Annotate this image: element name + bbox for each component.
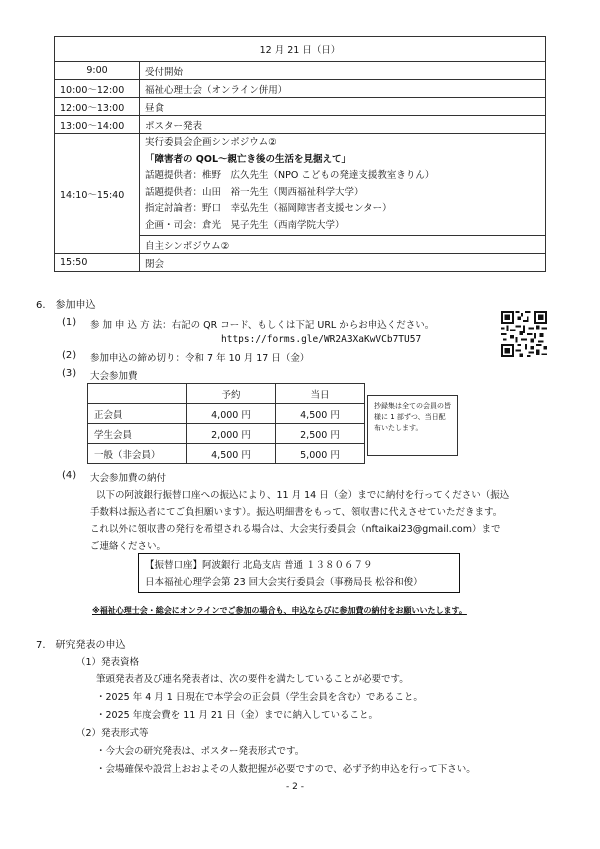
eligibility-intro: 筆頭発表者及び連名発表者は、次の要件を満たしていることが必要です。: [96, 674, 409, 685]
eligibility-item: ・2025 年度会費を 11 月 21 日（金）までに納入していること。: [96, 710, 378, 721]
fee-reserved: 2,000 円: [187, 424, 276, 444]
symposium-moderator: 企画・司会：倉光 晃子先生（西南学院大学）: [145, 219, 345, 231]
fee-onsite: 4,500 円: [276, 404, 365, 424]
fee-category: 正会員: [88, 404, 187, 424]
item-number: (2): [62, 350, 77, 361]
fee-category: 学生会員: [88, 424, 187, 444]
fee-header-cell: 当日: [276, 384, 365, 404]
eligibility-item: ・2025 年 4 月 1 日現在で本学会の正会員（学生会員を含む）であること。: [96, 692, 423, 703]
symposium-discussant: 指定討論者：野口 幸弘先生（福岡障害者支援センター）: [145, 203, 392, 214]
qr-code-icon: [501, 311, 547, 357]
format-item: ・会場確保や設営上おおよその人数把握が必要ですので、必ず予約申込を行って下さい。: [96, 764, 476, 775]
section-7-heading: 7. 研究発表の申込: [36, 640, 126, 651]
fee-heading: 大会参加費: [90, 371, 138, 382]
fee-reserved: 4,000 円: [187, 404, 276, 424]
symposium-speaker: 話題提供者：椎野 広久先生（NPO こどもの発達支援教室きりん）: [145, 170, 435, 181]
payment-paragraph-line: 以下の阿波銀行振替口座への振込により、11 月 14 日（金）までに納付を行ってください（振込: [96, 490, 510, 501]
symposium-name: 実行委員会企画シンポジウム②: [145, 137, 277, 148]
section-6-heading: 6. 参加申込: [36, 300, 96, 311]
schedule-time: 13:00～14:00: [55, 116, 140, 134]
fee-header-cell: 予約: [187, 384, 276, 404]
fee-category: 一般（非会員）: [88, 444, 187, 464]
page-number: - 2 -: [286, 782, 304, 792]
payment-paragraph-line: これ以外に領収書の発行を希望される場合は、大会実行委員会（nftaikai23@gmail.com）まで: [90, 524, 501, 535]
schedule-event: 福祉心理士会（オンライン併用）: [140, 80, 546, 98]
application-url[interactable]: https://forms.gle/WR2A3XaKwVCb7TU57: [221, 334, 422, 345]
schedule-event: 閉会: [140, 254, 546, 272]
schedule-table: [54, 36, 546, 272]
symposium-cell: [140, 134, 546, 236]
format-heading: （2）発表形式等: [76, 728, 149, 739]
payment-paragraph-line: ご連絡ください。: [90, 541, 167, 552]
bank-account-holder: 日本福祉心理学会第 23 回大会実行委員会（事務局長 松谷和俊）: [145, 577, 423, 588]
fee-header-cell: [88, 384, 187, 404]
application-deadline: 参加申込の締め切り：令和 7 年 10 月 17 日（金）: [90, 353, 310, 364]
eligibility-heading: （1）発表資格: [76, 657, 140, 668]
item-number: (3): [62, 368, 77, 379]
schedule-time: 14:10～15:40: [55, 134, 140, 254]
abstract-note: 抄録集は全ての会員の皆様に 1 部ずつ、当日配布いたします。: [367, 395, 458, 456]
schedule-event: 昼食: [140, 98, 546, 116]
schedule-time: 12:00～13:00: [55, 98, 140, 116]
schedule-time: 15:50: [55, 254, 140, 272]
schedule-time: 9:00: [55, 62, 140, 80]
schedule-time: 10:00～12:00: [55, 80, 140, 98]
online-warning: ※福祉心理士会・総会にオンラインでご参加の場合も、申込ならびに参加費の納付をお願いいたします。: [92, 606, 467, 615]
payment-heading: 大会参加費の納付: [90, 473, 167, 484]
payment-paragraph-line: 手数料は振込者にてご負担願います）。振込明細書をもって、領収書に代えさせていただきます。: [90, 507, 503, 518]
schedule-event: ポスター発表: [140, 116, 546, 134]
item-number: (4): [62, 470, 77, 481]
fee-reserved: 4,500 円: [187, 444, 276, 464]
item-number: (1): [62, 317, 77, 328]
schedule-event: 受付開始: [140, 62, 546, 80]
bank-account: 【振替口座】阿波銀行 北島支店 普通 １３８０６７９: [145, 560, 373, 571]
bank-account-box: [138, 553, 460, 593]
format-item: ・今大会の研究発表は、ポスター発表形式です。: [96, 746, 305, 757]
symposium-speaker: 話題提供者：山田 裕一先生（関西福祉科学大学）: [145, 186, 364, 198]
fee-table: [87, 383, 365, 464]
symposium-title: 「障害者の QOL～親亡き後の生活を見据えて」: [145, 153, 352, 165]
schedule-date: 12 月 21 日（日）: [55, 37, 546, 62]
application-method: 参 加 申 込 方 法：右記の QR コード、もしくは下記 URL からお申込ください。: [90, 320, 435, 331]
fee-onsite: 2,500 円: [276, 424, 365, 444]
fee-onsite: 5,000 円: [276, 444, 365, 464]
self-symposium: 自主シンポジウム②: [140, 236, 546, 254]
